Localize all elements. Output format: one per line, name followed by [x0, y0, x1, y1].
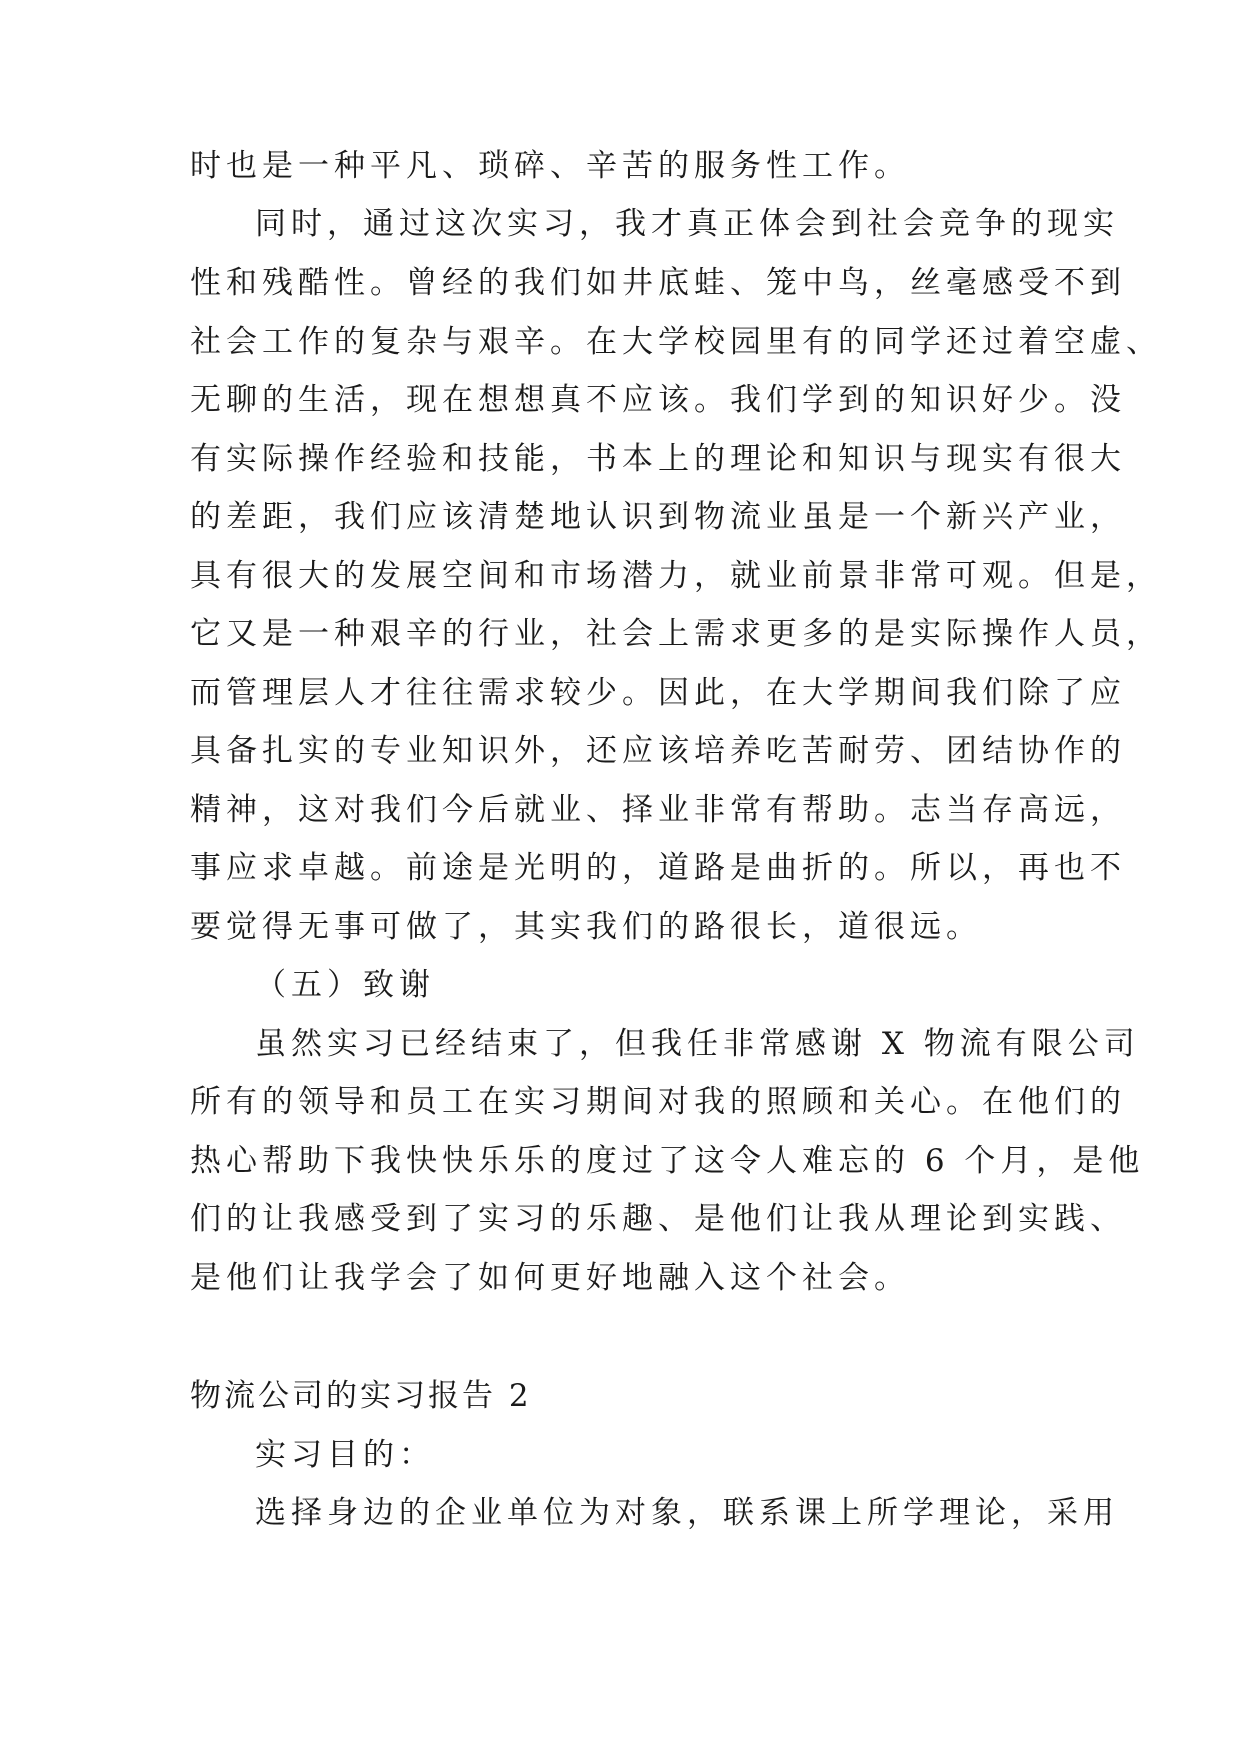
paragraph-line: 事应求卓越。前途是光明的，道路是曲折的。所以，再也不	[190, 850, 1126, 886]
paragraph-line: 选择身边的企业单位为对象，联系课上所学理论，采用	[255, 1495, 1119, 1531]
paragraph-line: 所有的领导和员工在实习期间对我的照顾和关心。在他们的	[190, 1084, 1126, 1120]
paragraph-line: 具备扎实的专业知识外，还应该培养吃苦耐劳、团结协作的	[190, 733, 1126, 769]
paragraph-line: 时也是一种平凡、琐碎、辛苦的服务性工作。	[190, 148, 910, 184]
section-heading: 实习目的：	[255, 1437, 435, 1473]
paragraph-line: 性和残酷性。曾经的我们如井底蛙、笼中鸟，丝毫感受不到	[190, 265, 1126, 301]
paragraph-line: 们的让我感受到了实习的乐趣、是他们让我从理论到实践、	[190, 1201, 1126, 1237]
paragraph-line: 同时，通过这次实习，我才真正体会到社会竞争的现实	[255, 206, 1119, 242]
section-heading: （五）致谢	[255, 967, 435, 1003]
paragraph-line: 而管理层人才往往需求较少。因此，在大学期间我们除了应	[190, 675, 1126, 711]
paragraph-line: 要觉得无事可做了，其实我们的路很长，道很远。	[190, 909, 982, 945]
report-title: 物流公司的实习报告 2	[190, 1378, 532, 1414]
paragraph-line: 虽然实习已经结束了，但我任非常感谢 X 物流有限公司	[255, 1026, 1140, 1062]
paragraph-line: 社会工作的复杂与艰辛。在大学校园里有的同学还过着空虚、	[190, 324, 1162, 360]
paragraph-line: 精神，这对我们今后就业、择业非常有帮助。志当存高远，	[190, 792, 1126, 828]
paragraph-line: 的差距，我们应该清楚地认识到物流业虽是一个新兴产业，	[190, 499, 1126, 535]
paragraph-line: 是他们让我学会了如何更好地融入这个社会。	[190, 1260, 910, 1296]
paragraph-line: 有实际操作经验和技能，书本上的理论和知识与现实有很大	[190, 441, 1126, 477]
paragraph-line: 它又是一种艰辛的行业，社会上需求更多的是实际操作人员，	[190, 616, 1162, 652]
paragraph-line: 无聊的生活，现在想想真不应该。我们学到的知识好少。没	[190, 382, 1126, 418]
paragraph-line: 热心帮助下我快快乐乐的度过了这令人难忘的 6 个月，是他	[190, 1143, 1145, 1179]
paragraph-line: 具有很大的发展空间和市场潜力，就业前景非常可观。但是，	[190, 558, 1162, 594]
